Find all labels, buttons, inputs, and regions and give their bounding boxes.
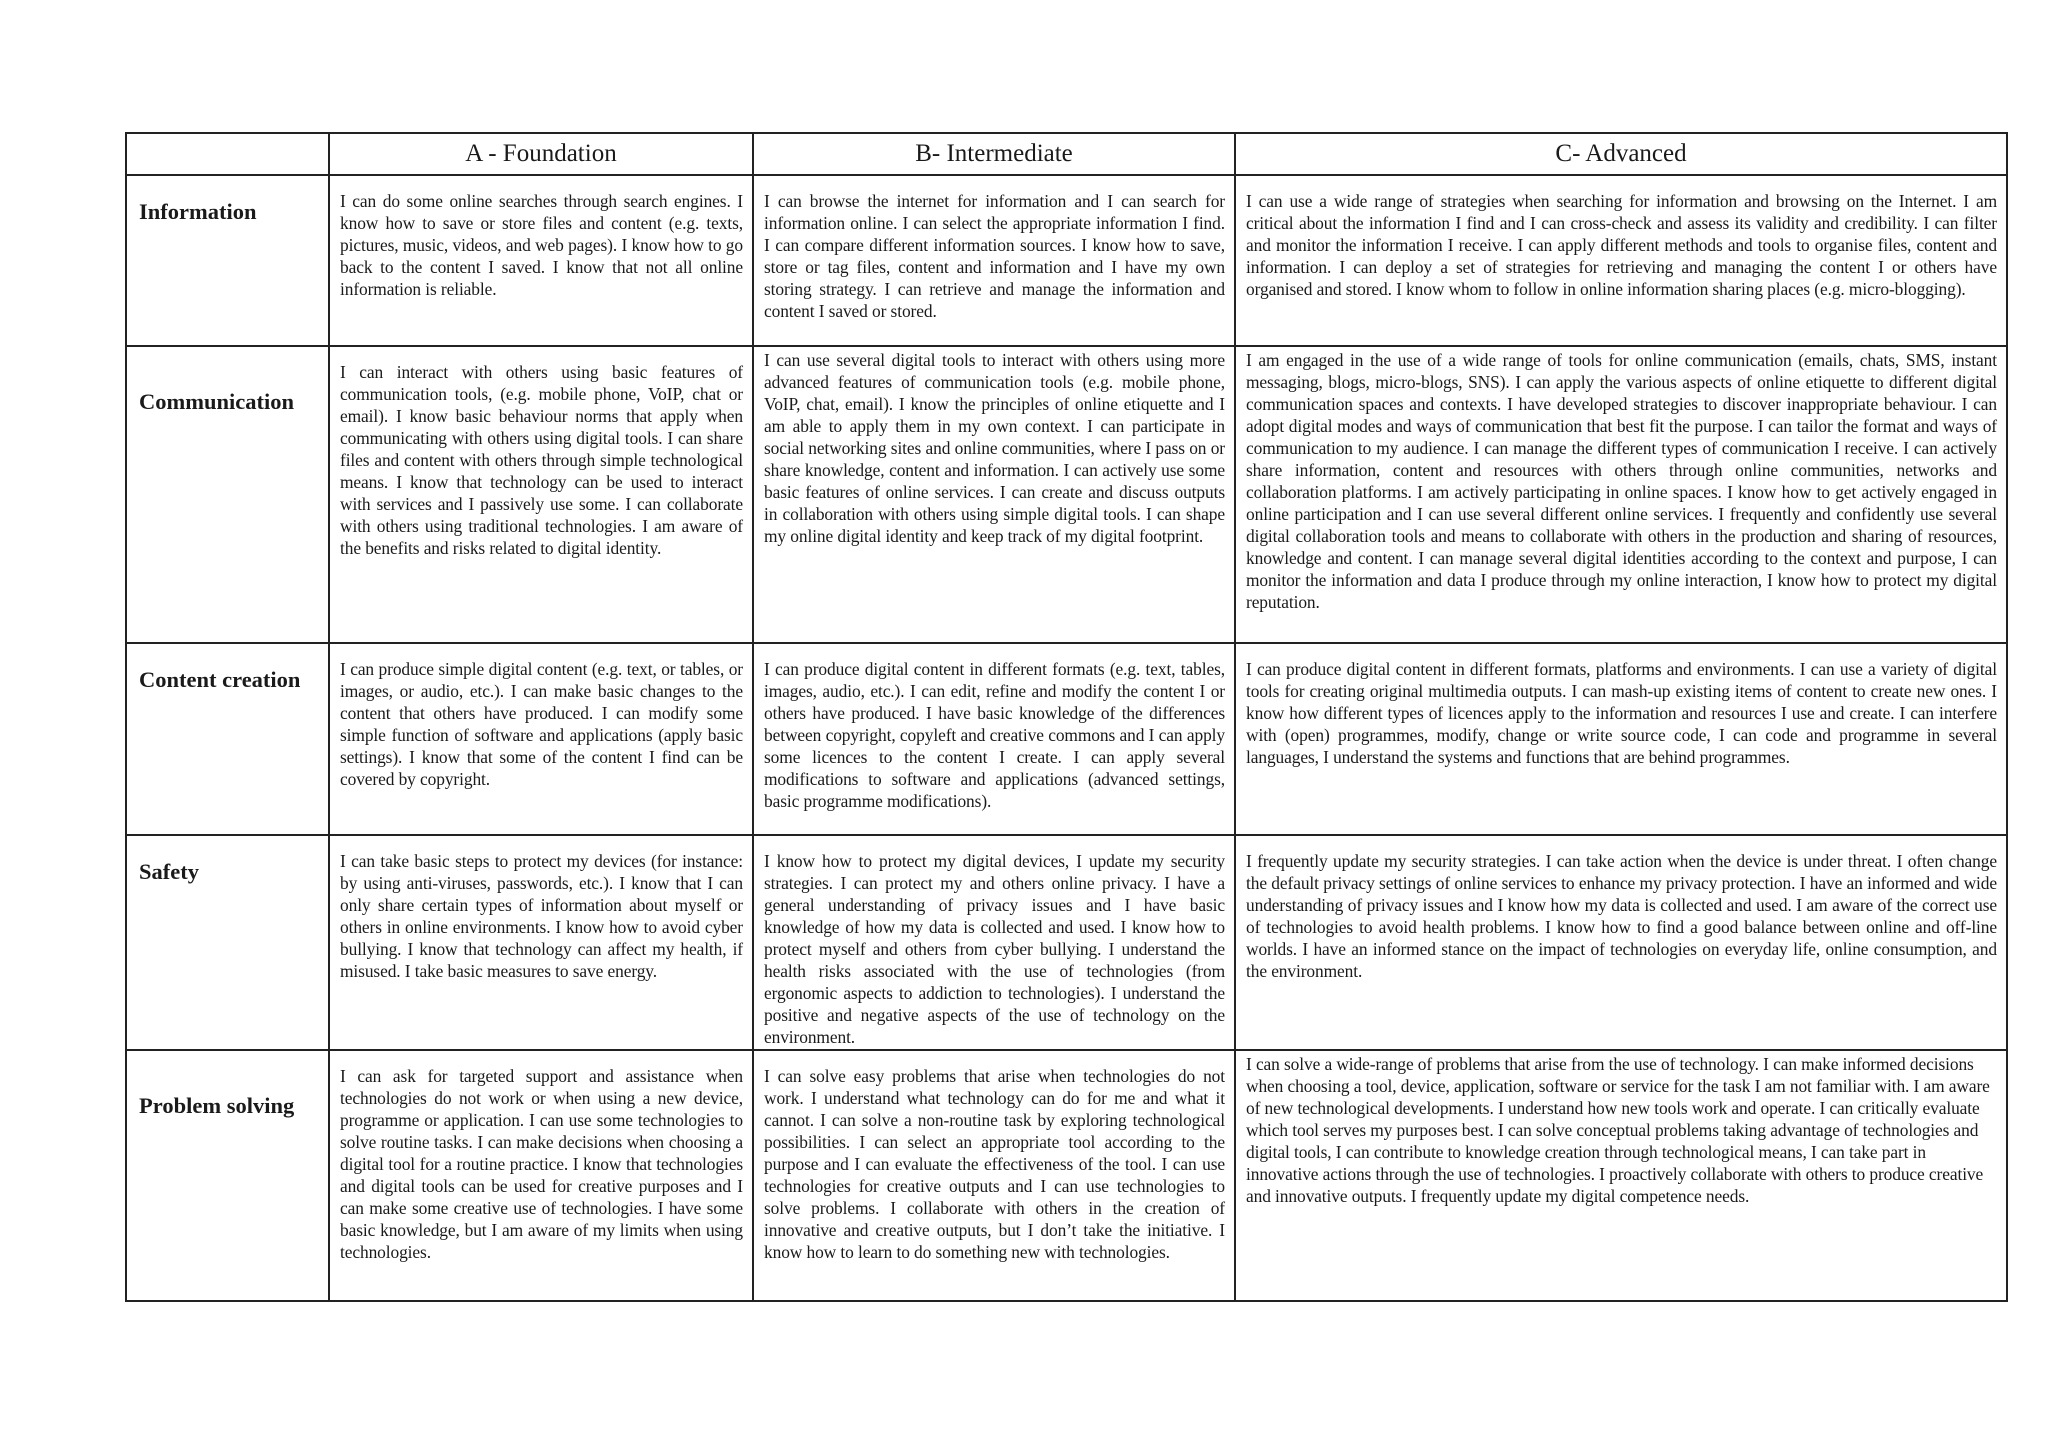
cell-intermediate: I can use several digital tools to interact with others using more advanced features of communication tools (e.g. mobile phone, VoIP, chat, email). I know the principles of online etiquette and I am able to apply them in my own context. I can participate in social networking sites and online communities, where I pass on or share knowledge, content and information. I can actively use some basic features of online services. I can create and discuss outputs in collaboration with others using simple digital tools. I can shape my online digital identity and keep track of my digital footprint. xyxy=(753,346,1235,643)
cell-advanced: I am engaged in the use of a wide range of tools for online communication (emails, chats, SMS, instant messaging, blogs, micro-blogs, SNS). I can apply the various aspects of online etiquette to different digital communication spaces and contexts. I have developed strategies to discover inappropriate behaviour. I can adopt digital modes and ways of communication that best fit the purpose. I can tailor the format and ways of communication to my audience. I can manage the different types of communication I receive. I can actively share information, content and resources with others through online communities, networks and collaboration platforms. I am actively participating in online spaces. I know how to get actively engaged in online participation and I can use several different online services. I frequently and confidently use several digital collaboration tools and means to collaborate with others in the production and sharing of resources, knowledge and content. I can manage several digital identities according to the context and purpose, I can monitor the information and data I produce through my online interaction, I know how to protect my digital reputation. xyxy=(1235,346,2007,643)
row-safety xyxy=(126,835,2007,1050)
row-communication xyxy=(126,346,2007,643)
cell-advanced: I frequently update my security strategies. I can take action when the device is under threat. I often change the default privacy settings of online services to enhance my privacy protection. I have an informed and wide understanding of privacy issues and I know how my data is collected and used. I am aware of the correct use of technologies to avoid health problems. I know how to find a good balance between online and off-line worlds. I have an informed stance on the impact of technologies on everyday life, online consumption, and the environment. xyxy=(1235,835,2007,1050)
cell-foundation: I can take basic steps to protect my devices (for instance: by using anti-viruses, passwords, etc.). I know that I can only share certain types of information about myself or others in online environments. I know how to avoid cyber bullying. I know that technology can affect my health, if misused. I take basic measures to save energy. xyxy=(329,835,753,1050)
cell-advanced: I can produce digital content in different formats, platforms and environments. I can use a variety of digital tools for creating original multimedia outputs. I can mash-up existing items of content to create new ones. I know how different types of licences apply to the information and resources I use and create. I can interfere with (open) programmes, modify, change or write source code, I can code and programme in several languages, I understand the systems and functions that are behind programmes. xyxy=(1235,643,2007,836)
area-label: Content creation xyxy=(126,643,329,836)
header-row xyxy=(126,133,2007,175)
row-information xyxy=(126,175,2007,346)
cell-foundation: I can do some online searches through search engines. I know how to save or store files and content (e.g. texts, pictures, music, videos, and web pages). I know how to go back to the content I saved. I know that not all online information is reliable. xyxy=(329,175,753,346)
header-foundation: A - Foundation xyxy=(329,133,753,175)
competence-grid-table xyxy=(125,132,2008,1302)
area-label: Safety xyxy=(126,835,329,1050)
cell-advanced: I can solve a wide-range of problems that arise from the use of technology. I can make informed decisions when choosing a tool, device, application, software or service for the task I am not familiar with. I am aware of new technological developments. I understand how new tools work and operate. I can critically evaluate which tool serves my purposes best. I can solve conceptual problems taking advantage of technologies and digital tools, I can contribute to knowledge creation through technological means, I can take part in innovative actions through the use of technologies. I proactively collaborate with others to produce creative and innovative outputs. I frequently update my digital competence needs. xyxy=(1235,1050,2007,1301)
cell-foundation: I can produce simple digital content (e.g. text, or tables, or images, or audio, etc.). I can make basic changes to the content that others have produced. I can modify some simple function of software and applications (apply basic settings). I know that some of the content I find can be covered by copyright. xyxy=(329,643,753,836)
cell-intermediate: I can browse the internet for information and I can search for information online. I can select the appropriate information I find. I can compare different information sources. I know how to save, store or tag files, content and information and I have my own storing strategy. I can retrieve and manage the information and content I saved or stored. xyxy=(753,175,1235,346)
cell-intermediate: I can produce digital content in different formats (e.g. text, tables, images, audio, etc.). I can edit, refine and modify the content I or others have produced. I have basic knowledge of the differences between copyright, copyleft and creative commons and I can apply some licences to the content I create. I can apply several modifications to software and applications (advanced settings, basic programme modifications). xyxy=(753,643,1235,836)
area-label: Communication xyxy=(126,346,329,643)
cell-advanced: I can use a wide range of strategies when searching for information and browsing on the Internet. I am critical about the information I find and I can cross-check and assess its validity and credibility. I can filter and monitor the information I receive. I can apply different methods and tools to organise files, content and information. I can deploy a set of strategies for retrieving and managing the content I or others have organised and stored. I know whom to follow in online information sharing places (e.g. micro-blogging). xyxy=(1235,175,2007,346)
area-label: Problem solving xyxy=(126,1050,329,1301)
cell-intermediate: I know how to protect my digital devices, I update my security strategies. I can protect my and others online privacy. I have a general understanding of privacy issues and I have basic knowledge of how my data is collected and used. I know how to protect myself and others from cyber bullying. I understand the health risks associated with the use of technologies (from ergonomic aspects to addiction to technologies). I understand the positive and negative aspects of the use of technology on the environment. xyxy=(753,835,1235,1050)
row-content-creation xyxy=(126,643,2007,836)
header-advanced: C- Advanced xyxy=(1235,133,2007,175)
cell-foundation: I can ask for targeted support and assistance when technologies do not work or when using a new device, programme or application. I can use some technologies to solve routine tasks. I can make decisions when choosing a digital tool for a routine practice. I know that technologies and digital tools can be used for creative purposes and I can make some creative use of technologies. I have some basic knowledge, but I am aware of my limits when using technologies. xyxy=(329,1050,753,1301)
cell-intermediate: I can solve easy problems that arise when technologies do not work. I understand what technology can do for me and what it cannot. I can solve a non-routine task by exploring technological possibilities. I can select an appropriate tool according to the purpose and I can evaluate the effectiveness of the tool. I can use technologies for creative outputs and I can use technologies to solve problems. I collaborate with others in the creation of innovative and creative outputs, but I don’t take the initiative. I know how to learn to do something new with technologies. xyxy=(753,1050,1235,1301)
header-corner xyxy=(126,133,329,175)
header-intermediate: B- Intermediate xyxy=(753,133,1235,175)
area-label: Information xyxy=(126,175,329,346)
cell-foundation: I can interact with others using basic features of communication tools, (e.g. mobile phone, VoIP, chat or email). I know basic behaviour norms that apply when communicating with others using digital tools. I can share files and content with others through simple technological means. I know that technology can be used to interact with services and I passively use some. I can collaborate with others using traditional technologies. I am aware of the benefits and risks related to digital identity. xyxy=(329,346,753,643)
row-problem-solving xyxy=(126,1050,2007,1301)
